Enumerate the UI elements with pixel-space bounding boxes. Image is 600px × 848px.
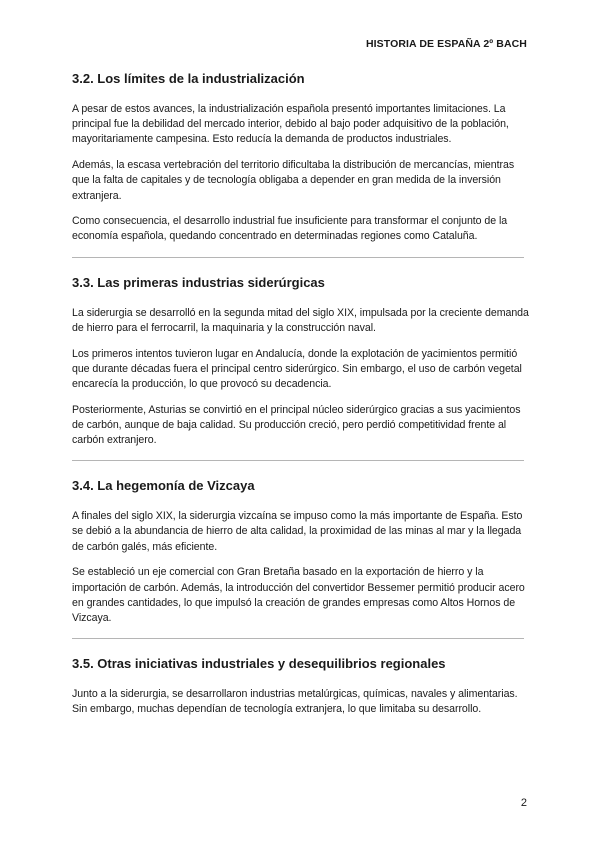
- page-number: 2: [520, 797, 527, 809]
- section-divider: [72, 257, 524, 258]
- document-body: [72, 70, 532, 728]
- section-vizcaya-hegemony: [72, 477, 532, 626]
- section-heading: 3.5. Otras iniciativas industriales y desequilibrios regionales: [72, 656, 446, 672]
- section-limits-of-industrialization: [72, 70, 532, 245]
- section-divider: [72, 460, 524, 461]
- section-heading: 3.2. Los límites de la industrialización: [72, 71, 305, 86]
- section-other-industrial-initiatives: [72, 655, 532, 717]
- section-heading: 3.4. La hegemonía de Vizcaya: [72, 478, 255, 494]
- paragraph: Se estableció un eje comercial con Gran Bretaña basado en la exportación de hierro y la importación de carbón. Además, la introducción del convertidor Bessemer permitió producir acero en grandes cantidades, lo que impulsó la creación de grandes empresas como Altos Hornos de Vizcaya.: [72, 566, 525, 624]
- section-first-steel-industries: [72, 274, 532, 449]
- document-header: HISTORIA DE ESPAÑA 2º BACH: [365, 38, 527, 50]
- paragraph: Los primeros intentos tuvieron lugar en Andalucía, donde la explotación de yacimientos permitió que durante décadas fuera el principal centro siderúrgico. Sin embargo, el uso de carbón vegetal encarecía la producción, lo que provocó su decadencia.: [72, 347, 522, 390]
- paragraph: Junto a la siderurgia, se desarrollaron industrias metalúrgicas, químicas, navales y alimentarias. Sin embargo, muchas dependían de tecnología extranjera, lo que limitaba su desarrollo.: [72, 688, 518, 716]
- paragraph: A finales del siglo XIX, la siderurgia vizcaína se impuso como la más importante de España. Esto se debió a la abundancia de hierro de alta calidad, la proximidad de las minas al mar y la llegada de carbón galés, más eficiente.: [72, 510, 523, 553]
- section-heading: 3.3. Las primeras industrias siderúrgicas: [72, 274, 325, 290]
- paragraph: La siderurgia se desarrolló en la segunda mitad del siglo XIX, impulsada por la creciente demanda de hierro para el ferrocarril, la maquinaria y la construcción naval.: [72, 306, 529, 334]
- paragraph: Posteriormente, Asturias se convirtió en el principal núcleo siderúrgico gracias a sus yacimientos de carbón, aunque de baja calidad. Su producción creció, pero perdió competitividad frente al carbón extranjero.: [72, 403, 521, 447]
- paragraph: A pesar de estos avances, la industrialización española presentó importantes limitaciones. La principal fue la debilidad del mercado interior, debido al bajo poder adquisitivo de la población, mayoritariamente campesina. Esto reducía la demanda de productos industriales.: [72, 103, 509, 146]
- section-divider: [72, 638, 524, 639]
- paragraph: Además, la escasa vertebración del territorio dificultaba la distribución de mercancías, mientras que la falta de capitales y de tecnología obligaba a depender en gran medida de la inversión extranjera.: [72, 159, 515, 202]
- paragraph: Como consecuencia, el desarrollo industrial fue insuficiente para transformar el conjunto de la economía española, quedando concentrado en determinadas regiones como Cataluña.: [72, 215, 508, 243]
